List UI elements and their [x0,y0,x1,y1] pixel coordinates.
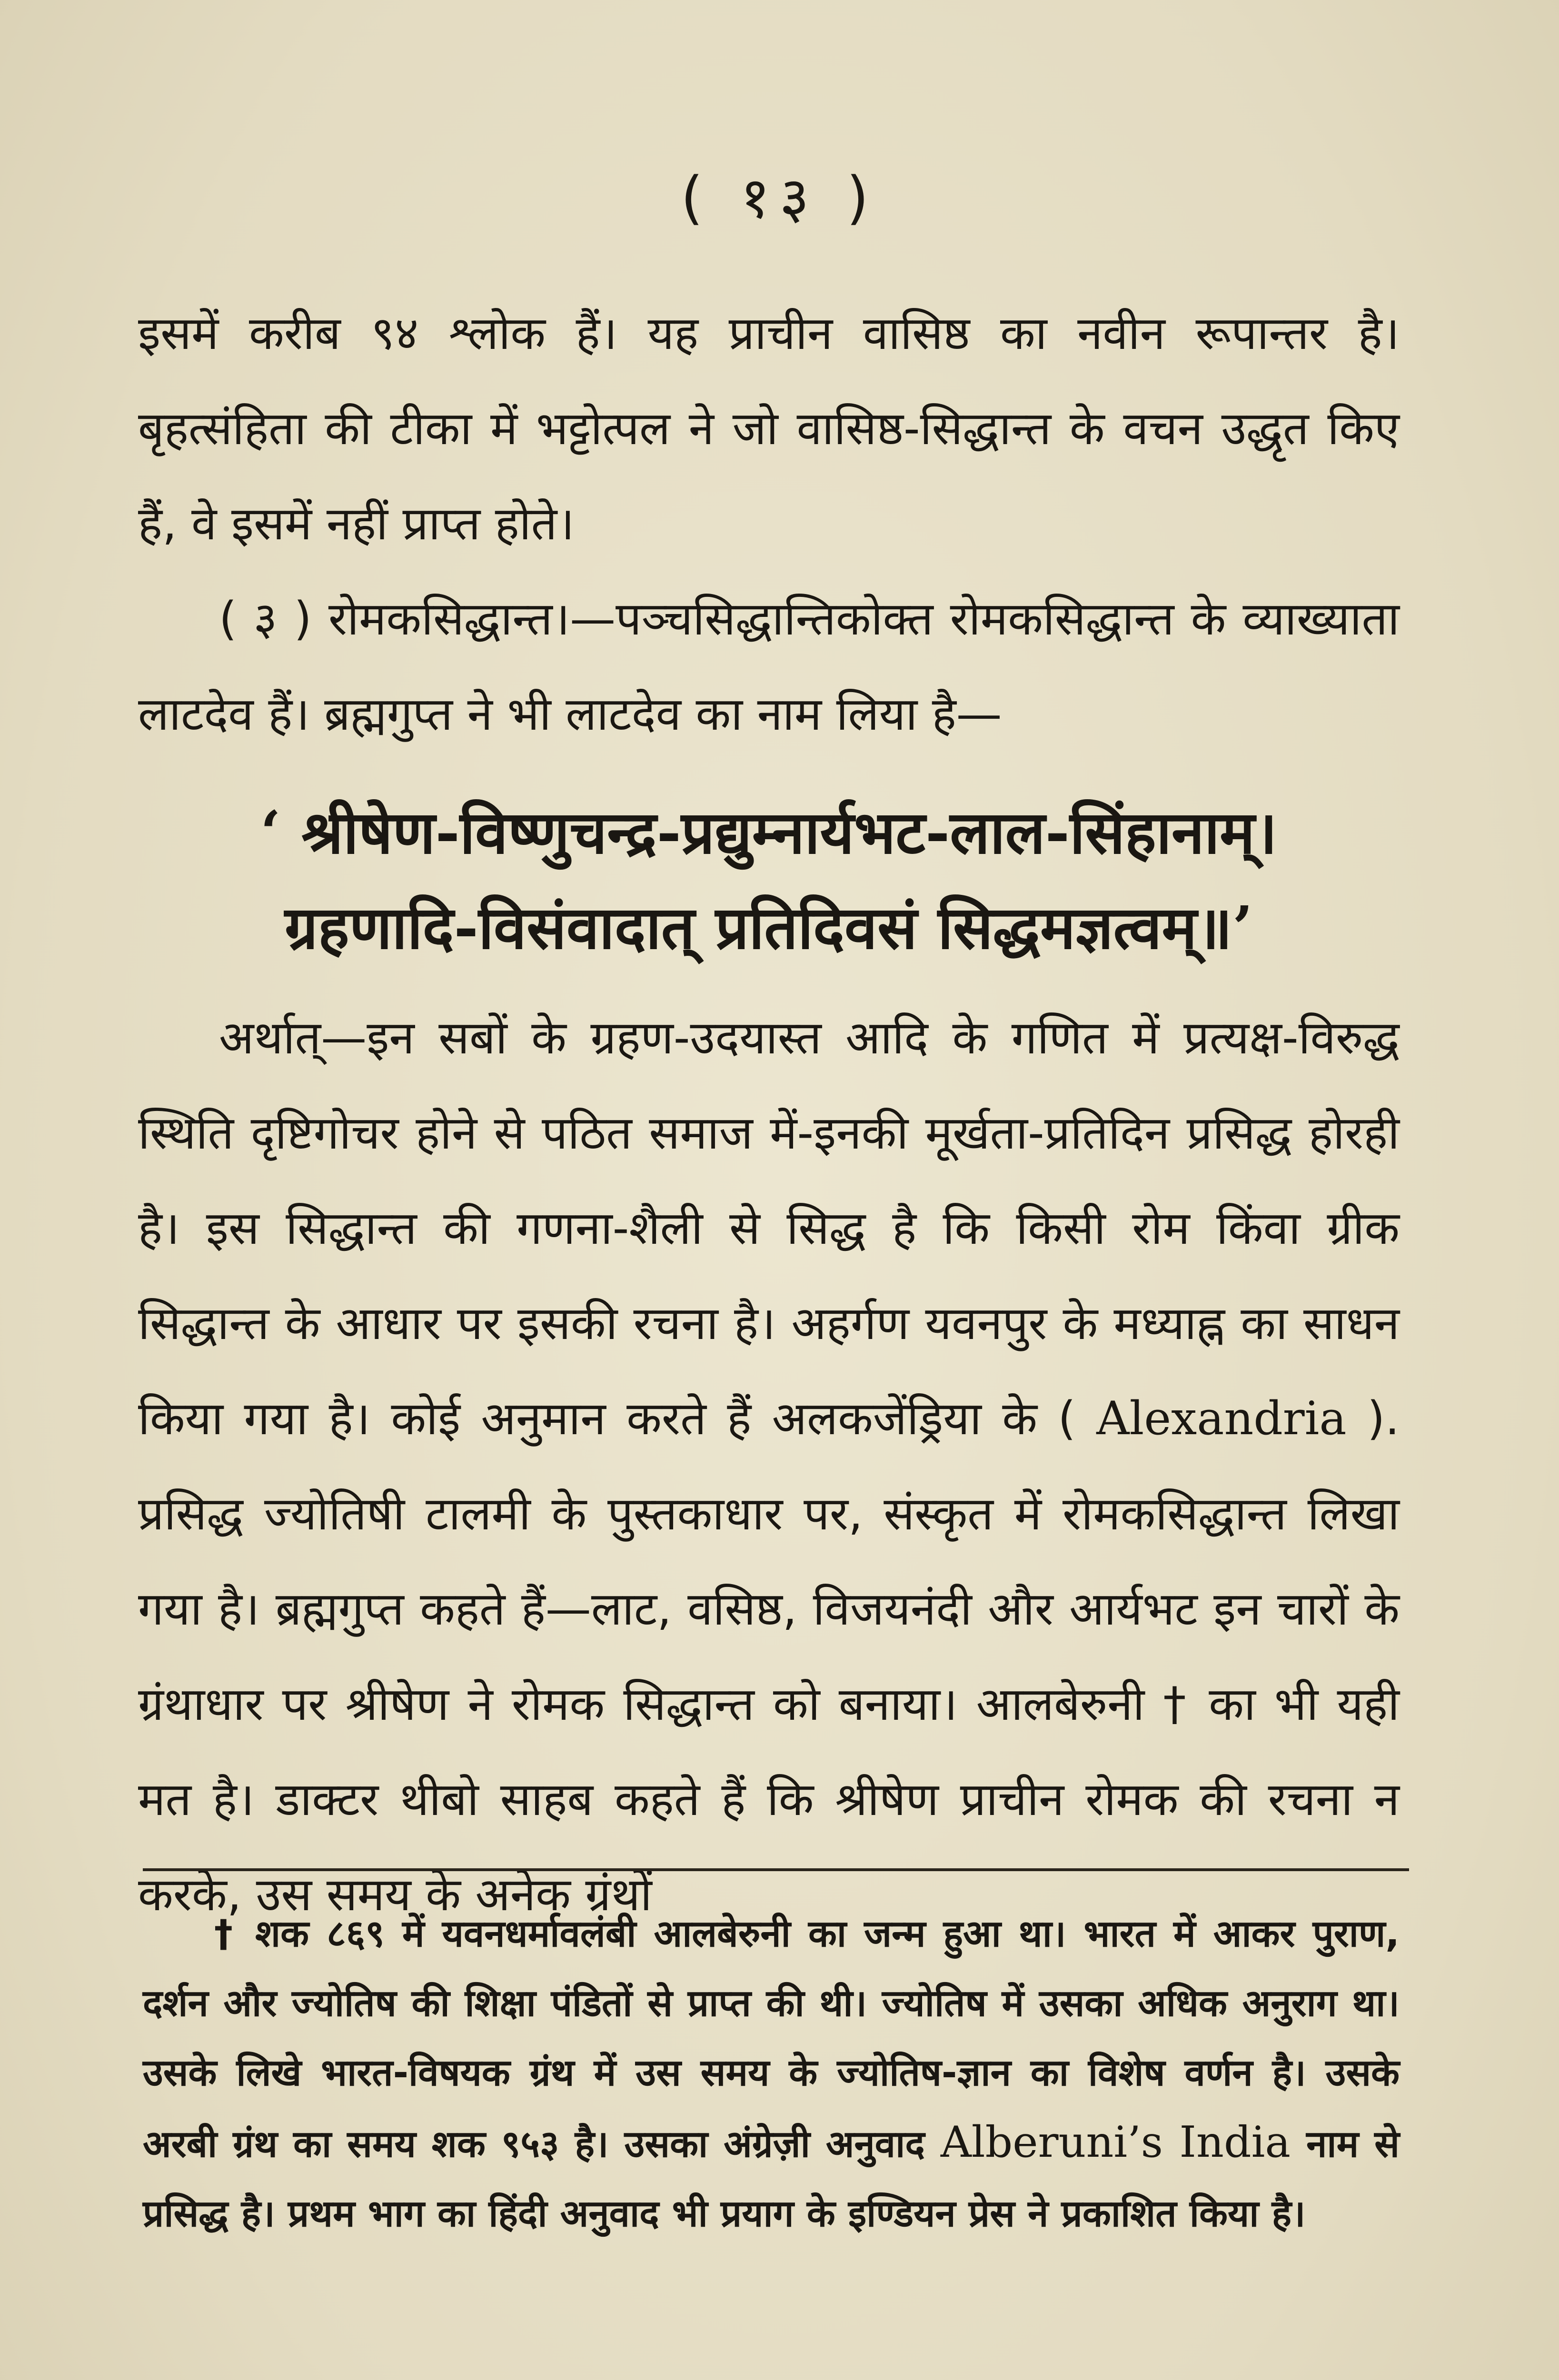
footnote-part-2: नाम से प्रसिद्ध है। प्रथम भाग का हिंदी अनुवाद भी प्रयाग के इण्डियन प्रेस ने प्रकाशित किया है। [143,2123,1400,2235]
verse-line-1: ‘ श्रीषेण-विष्णुचन्द्र-प्रद्युम्नार्यभट-लाल-सिंहानाम्। [260,798,1278,867]
footnote-divider [143,1868,1409,1871]
main-text [138,286,1400,1942]
explanation-part-1: अर्थात्—इन सबों के ग्रहण-उदयास्त आदि के गणित में प्रत्यक्ष-विरुद्ध स्थिति दृष्टिगोचर होने से पठित समाज में-इनकी मूर्खता-प्रतिदिन प्रसिद्ध होरही है। इस सिद्धान्त की गणना-शैली से सिद्ध है कि किसी रोम किंवा ग्रीक सिद्धान्त के आधार पर इसकी रचना है। अहर्गण यवनपुर के मध्याह्न का साधन किया गया है। कोई अनुमान करते हैं अलकजेंड्रिया के ( [138,1011,1400,1445]
paragraph-explanation [138,990,1400,1942]
page-number: ( १३ ) [681,165,878,231]
explanation-part-2: ). प्रसिद्ध ज्योतिषी टालमी के पुस्तकाधार पर, संस्कृत में रोमकसिद्धान्त लिखा गया है। ब्रह्मगुप्त कहते हैं—लाट, वसिष्ठ, विजयनंदी और आर्यभट इन चारों के ग्रंथाधार पर श्रीषेण ने रोमक सिद्धान्त को बनाया। आलबेरुनी † का भी यही मत है। डाक्टर थीबो साहब कहते हैं कि श्रीषेण प्राचीन रोमक की रचना न करके, उस समय के अनेक ग्रंथों [138,1392,1400,1921]
paragraph-romaka-heading: ( ३ ) रोमकसिद्धान्त।—पञ्चसिद्धान्तिकोक्त रोमकसिद्धान्त के व्याख्याता लाटदेव हैं। ब्रह्मगुप्त ने भी लाटदेव का नाम लिया है— [138,592,1400,741]
footnote-part-1: † शक ८६९ में यवनधर्मावलंबी आलबेरुनी का जन्म हुआ था। भारत में आकर पुराण, दर्शन और ज्योतिष की शिक्षा पंडितों से प्राप्त की थी। ज्योतिष में उसका अधिक अनुराग था। उसके लिखे भारत-विषयक ग्रंथ में उस समय के ज्योतिष-ज्ञान का विशेष वर्णन है। उसके अरबी ग्रंथ का समय शक ९५३ है। उसका अंग्रेज़ी अनुवाद [143,1913,1400,2166]
alberuni-india-title: Alberuni’s India [940,2117,1291,2167]
paragraph-vasishtha: इसमें करीब ९४ श्लोक हैं। यह प्राचीन वासिष्ठ का नवीन रूपान्तर है। बृहत्संहिता की टीका में भट्टोत्पल ने जो वासिष्ठ-सिद्धान्त के वचन उद्धृत किए हैं, वे इसमें नहीं प्राप्त होते। [138,307,1400,550]
sanskrit-verse [138,785,1400,976]
verse-line-2: ग्रहणादि-विसंवादात् प्रतिदिवसं सिद्धमज्ञत्वम्॥’ [284,893,1253,962]
alexandria-term: Alexandria [1096,1392,1347,1445]
footnote [143,1899,1400,2249]
